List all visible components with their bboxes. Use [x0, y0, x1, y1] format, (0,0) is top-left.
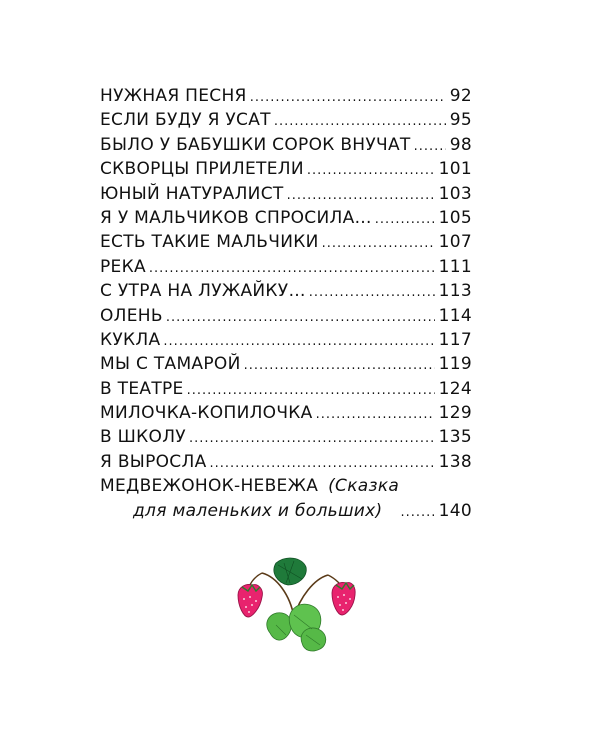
strawberry-plant-icon: [232, 555, 357, 655]
toc-entry-title: ЮНЫЙ НАТУРАЛИСТ: [100, 183, 284, 204]
dot-leader: [400, 501, 434, 525]
toc-entry-subtitle: для маленьких и больших): [133, 500, 383, 521]
toc-entry-subtitle: (Сказка: [328, 476, 400, 497]
toc-entry[interactable]: [100, 206, 472, 230]
dot-leader: [166, 306, 435, 330]
toc-entry-last[interactable]: [100, 474, 472, 498]
toc-entry-page: 135: [438, 427, 472, 448]
toc-entry[interactable]: [100, 279, 472, 303]
dot-leader: [287, 184, 435, 208]
toc-entry-page: 92: [449, 86, 472, 106]
toc-entry[interactable]: [100, 425, 472, 449]
dot-leader: [189, 427, 435, 451]
toc-entry-title: ЕСТЬ ТАКИЕ МАЛЬЧИКИ: [100, 232, 319, 253]
toc-entry-title: ОЛЕНЬ: [100, 305, 163, 326]
toc-entry-page: 129: [438, 403, 472, 424]
toc-entry-title: ЕСЛИ БУДУ Я УСАТ: [100, 110, 271, 131]
toc-entry[interactable]: [100, 157, 472, 181]
toc-entry-page: 95: [449, 110, 472, 131]
dot-leader: [244, 354, 435, 378]
dot-leader: [163, 330, 434, 354]
dot-leader: [250, 86, 446, 110]
dot-leader: [274, 110, 446, 134]
toc-entry-title: СКВОРЦЫ ПРИЛЕТЕЛИ: [100, 159, 304, 180]
toc-entry-page: 101: [438, 159, 472, 180]
strawberry-berry: [238, 584, 262, 617]
dot-leader: [307, 159, 435, 183]
dot-leader: [149, 257, 435, 281]
toc-entry-page: 124: [438, 378, 472, 399]
toc-entry[interactable]: [100, 352, 472, 376]
leaf-light: [267, 613, 292, 640]
dot-leader: [414, 135, 446, 159]
toc-entry-title: В ТЕАТРЕ: [100, 378, 184, 399]
toc-entry[interactable]: [100, 401, 472, 425]
toc-entry-page: 113: [438, 281, 472, 302]
leaf-light: [301, 628, 326, 651]
toc-entry[interactable]: [100, 84, 472, 108]
toc-entry-title: Я ВЫРОСЛА: [100, 451, 207, 472]
dot-leader: [187, 379, 435, 403]
toc-entry-page: 103: [438, 183, 472, 204]
toc-entry-page: 119: [438, 354, 472, 375]
dot-leader: [375, 208, 435, 232]
toc-entry-page: 140: [438, 500, 472, 521]
toc-entry-title: РЕКА: [100, 256, 146, 277]
toc-entry[interactable]: [100, 108, 472, 132]
toc-entry-page: 114: [438, 305, 472, 326]
toc-entry-title: КУКЛА: [100, 329, 161, 350]
toc-entry-page: 107: [438, 232, 472, 253]
toc-entry[interactable]: [100, 328, 472, 352]
dot-leader: [309, 281, 435, 305]
toc-entry[interactable]: [100, 377, 472, 401]
toc-entry-title: В ШКОЛУ: [100, 427, 186, 448]
toc-entry-title: МЕДВЕЖОНОК-НЕВЕЖА: [100, 476, 319, 497]
toc-entry-page: 111: [438, 256, 472, 277]
toc-entry[interactable]: [100, 304, 472, 328]
toc-entry-title: Я У МАЛЬЧИКОВ СПРОСИЛА…: [100, 207, 372, 228]
toc-entry-title: МЫ С ТАМАРОЙ: [100, 354, 241, 375]
toc-entry[interactable]: [100, 182, 472, 206]
toc-entry-title: МИЛОЧКА-КОПИЛОЧКА: [100, 403, 313, 424]
toc-entry-last-continuation[interactable]: [100, 499, 472, 523]
toc-entry-page: 117: [438, 329, 472, 350]
toc-entry-page: 105: [438, 207, 472, 228]
toc-entry[interactable]: [100, 133, 472, 157]
toc-entry[interactable]: [100, 230, 472, 254]
toc-entry-page: 138: [438, 451, 472, 472]
toc-entry-title: НУЖНАЯ ПЕСНЯ: [100, 86, 247, 106]
dot-leader: [210, 452, 435, 476]
table-of-contents: [100, 84, 472, 523]
toc-entry-page: 98: [449, 134, 472, 155]
dot-leader: [322, 232, 435, 256]
toc-entry[interactable]: [100, 450, 472, 474]
toc-entry[interactable]: [100, 255, 472, 279]
toc-entry-title: БЫЛО У БАБУШКИ СОРОК ВНУЧАТ: [100, 134, 411, 155]
dot-leader: [316, 403, 435, 427]
toc-entry-title: С УТРА НА ЛУЖАЙКУ…: [100, 281, 306, 302]
